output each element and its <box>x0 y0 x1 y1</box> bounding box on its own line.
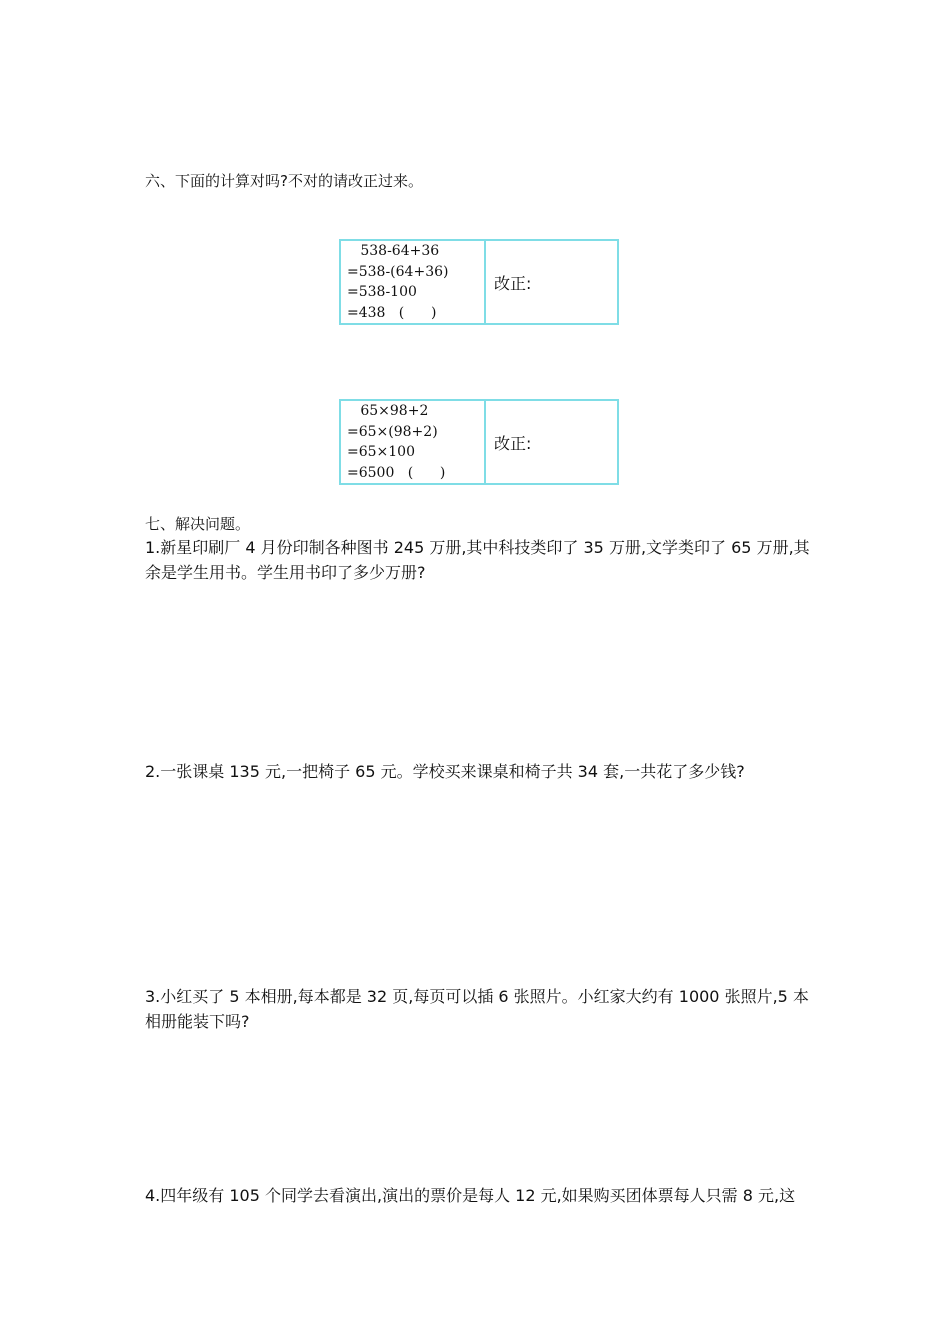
calc-step: =438 ( ) <box>347 304 437 321</box>
question-1 <box>145 535 810 585</box>
question-line: 1.新星印刷厂 4 月份印制各种图书 245 万册,其中科技类印了 35 万册,文学类印了 65 万册,其 <box>145 538 810 557</box>
section-6-title: 六、下面的计算对吗?不对的请改正过来。 <box>145 172 423 190</box>
correction-label: 改正: <box>485 400 618 484</box>
calc-table-1 <box>339 239 619 325</box>
question-4 <box>145 1183 810 1208</box>
calc-steps <box>340 240 485 324</box>
question-line: 2.一张课桌 135 元,一把椅子 65 元。学校买来课桌和椅子共 34 套,一共花了多少钱? <box>145 762 745 781</box>
calc-step: =65×(98+2) <box>347 423 438 440</box>
calc-step: =538-(64+36) <box>347 263 449 280</box>
question-line: 相册能装下吗? <box>145 1012 250 1031</box>
question-2 <box>145 759 810 784</box>
calc-step: =538-100 <box>347 284 417 300</box>
calc-step: 538-64+36 <box>347 243 440 259</box>
correction-label: 改正: <box>485 240 618 324</box>
question-3 <box>145 984 810 1034</box>
calc-step: =6500 ( ) <box>347 464 446 481</box>
calc-step: 65×98+2 <box>347 403 429 419</box>
question-line: 4.四年级有 105 个同学去看演出,演出的票价是每人 12 元,如果购买团体票每人只需 8 元,这 <box>145 1186 796 1205</box>
calc-table-2 <box>339 399 619 485</box>
section-7-title: 七、解决问题。 <box>145 515 251 533</box>
question-line: 3.小红买了 5 本相册,每本都是 32 页,每页可以插 6 张照片。小红家大约有 1000 张照片,5 本 <box>145 987 809 1006</box>
calc-step: =65×100 <box>347 444 415 460</box>
question-line: 余是学生用书。学生用书印了多少万册? <box>145 563 426 582</box>
calc-steps <box>340 400 485 484</box>
